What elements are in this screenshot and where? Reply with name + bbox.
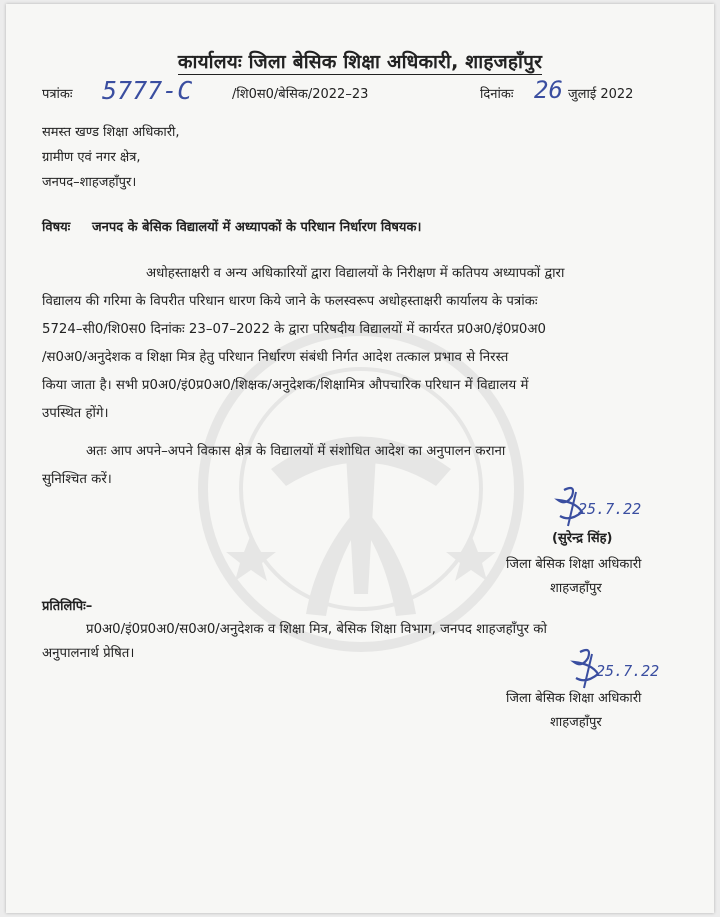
date-day-handwritten: 26	[534, 76, 563, 104]
ref-label: पत्रांकः	[42, 87, 73, 102]
signatory-place-2: शाहजहाँपुर	[550, 715, 602, 730]
body-para1-line-6: उपस्थित होंगे।	[42, 406, 109, 421]
body-para1-line-4: /स0अ0/अनुदेशक व शिक्षा मित्र हेतु परिधान निर्धारण संबंधी निर्गत आदेश तत्काल प्रभाव से निरस्त	[42, 350, 509, 365]
signature-2-date: 25.7.22	[596, 662, 660, 680]
copy-line-1: प्र0अ0/इं0प्र0अ0/स0अ0/अनुदेशक व शिक्षा मित्र, बेसिक शिक्षा विभाग, जनपद शाहजहाँपुर को	[86, 622, 547, 637]
date-rest: जुलाई 2022	[568, 87, 634, 102]
addressee-line-3: जनपद–शाहजहाँपुर।	[42, 175, 137, 190]
body-para1-line-3: 5724–सी0/शि0स0 दिनांकः 23–07–2022 के द्वारा परिषदीय विद्यालयों में कार्यरत प्र0अ0/इं0प्र0अ0	[42, 322, 546, 337]
signatory-place-1: शाहजहाँपुर	[550, 581, 602, 596]
signatory-designation-1: जिला बेसिक शिक्षा अधिकारी	[506, 557, 642, 572]
copy-label: प्रतिलिपिः–	[42, 599, 93, 614]
subject-label: विषयः	[42, 220, 71, 235]
addressee-line-2: ग्रामीण एवं नगर क्षेत्र,	[42, 150, 141, 165]
office-title: कार्यालयः जिला बेसिक शिक्षा अधिकारी, शाहजहाँपुर	[177, 51, 543, 73]
signatory-name: (सुरेन्द्र सिंह)	[552, 531, 613, 546]
body-para1-line-1: अधोहस्ताक्षरी व अन्य अधिकारियों द्वारा विद्यालयों के निरीक्षण में कतिपय अध्यापकों द्वारा	[146, 266, 565, 281]
signature-1-date: 25.7.22	[578, 500, 642, 518]
body-para2-line-2: सुनिश्चित करें।	[42, 472, 112, 487]
signatory-designation-2: जिला बेसिक शिक्षा अधिकारी	[506, 691, 642, 706]
copy-line-2: अनुपालनार्थ प्रेषित।	[42, 646, 135, 661]
letter-page	[6, 4, 714, 913]
body-para1-line-2: विद्यालय की गरिमा के विपरीत परिधान धारण किये जाने के फलस्वरूप अधोहस्ताक्षरी कार्यालय के पत्रांकः	[42, 294, 538, 309]
body-para1-line-5: किया जाता है। सभी प्र0अ0/इं0प्र0अ0/शिक्षक/अनुदेशक/शिक्षामित्र औपचारिक परिधान में विद्यालय में	[42, 378, 529, 393]
ref-number-handwritten: 5777-C	[102, 76, 193, 105]
body-para2-line-1: अतः आप अपने–अपने विकास क्षेत्र के विद्यालयों में संशोधित आदेश का अनुपालन कराना	[86, 444, 506, 459]
ref-rest: /शि0स0/बेसिक/2022–23	[232, 87, 369, 102]
subject-text: जनपद के बेसिक विद्यालयों में अध्यापकों के परिधान निर्धारण विषयक।	[92, 220, 422, 235]
date-label: दिनांकः	[480, 87, 514, 102]
addressee-line-1: समस्त खण्ड शिक्षा अधिकारी,	[42, 125, 180, 140]
